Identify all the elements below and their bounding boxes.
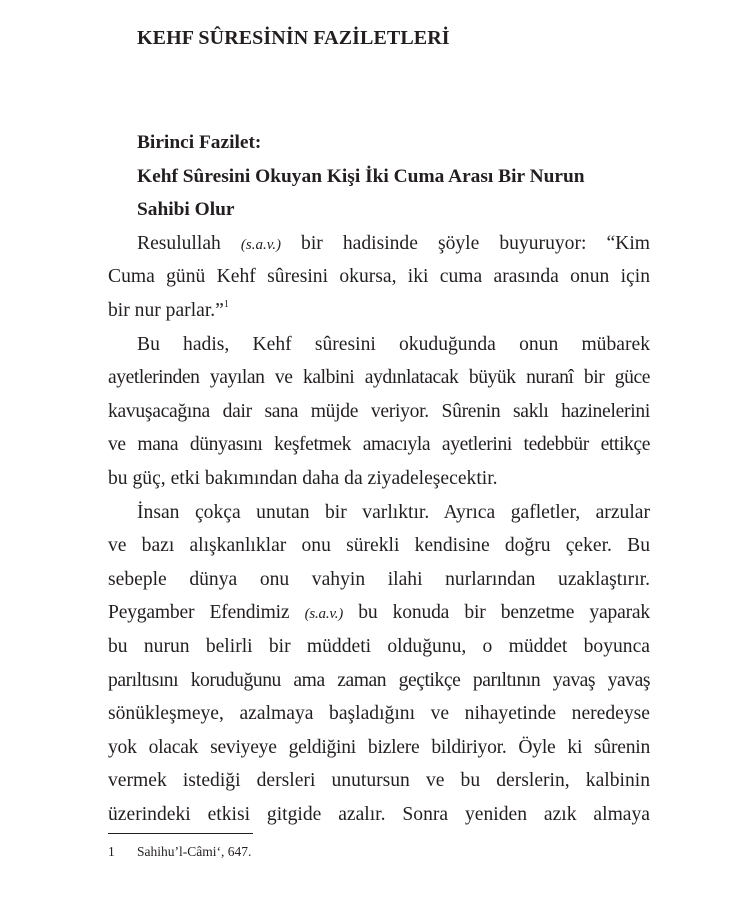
running-title: KEHF SÛRESİNİN FAZİLETLERİ	[137, 27, 450, 49]
paragraph-line: ve mana dünyasını keşfetmek amacıyla ayetlerini tedebbür ettikçe	[108, 434, 650, 456]
footnote-reference[interactable]: 1	[223, 298, 229, 310]
footnote-text: Sahihu’l-Câmi‘, 647.	[137, 844, 252, 859]
body-text	[108, 126, 650, 831]
paragraph-line: sönükleşmeye, azalmaya başladığını ve nihayetinde neredeyse	[108, 703, 650, 725]
text-span: bir hadisinde şöyle buyuruyor: “Kim	[301, 232, 650, 254]
section-heading-line-2: Sahibi Olur	[137, 199, 235, 221]
text-span: bir nur parlar.”	[108, 299, 224, 321]
paragraph-line: Bu hadis, Kehf sûresini okuduğunda onun mübarek	[137, 333, 650, 355]
section-heading-line-1: Kehf Sûresini Okuyan Kişi İki Cuma Arası Bir Nurun	[137, 165, 585, 187]
paragraph-line: üzerindeki etkisi gitgide azalır. Sonra yeniden azık almaya	[108, 803, 650, 825]
paragraph-line: Cuma günü Kehf sûresini okursa, iki cuma arasında onun için	[108, 266, 650, 288]
paragraph-line	[108, 294, 650, 328]
paragraph-2	[108, 328, 650, 496]
paragraph-line	[108, 596, 650, 630]
paragraph-line: yok olacak seviyeye geldiğini bizlere bildiriyor. Öyle ki sûrenin	[108, 736, 650, 758]
paragraph-1	[108, 227, 650, 328]
text-span: Resulullah	[137, 232, 221, 254]
text-span: bu konuda bir benzetme yaparak	[358, 602, 650, 624]
paragraph-line: vermek istediği dersleri unutursun ve bu derslerin, kalbinin	[108, 770, 650, 792]
paragraph-line: bu nurun belirli bir müddeti olduğunu, o müddet boyunca	[108, 635, 650, 657]
footnote	[108, 843, 251, 861]
paragraph-line: bu güç, etki bakımından daha da ziyadeleşecektir.	[108, 467, 498, 489]
footnote-number: 1	[108, 844, 115, 859]
paragraph-line: ve bazı alışkanlıklar onu sürekli kendisine doğru çeker. Bu	[108, 535, 650, 557]
paragraph-line: ayetlerinden yayılan ve kalbini aydınlatacak büyük nuranî bir güce	[108, 367, 650, 389]
paragraph-line: sebeple dünya onu vahyin ilahi nurlarından uzaklaştırır.	[108, 568, 650, 590]
paragraph-3	[108, 496, 650, 832]
honorific-abbreviation: (s.a.v.)	[240, 236, 281, 253]
paragraph-line	[108, 227, 650, 261]
section-label: Birinci Fazilet:	[137, 132, 262, 153]
text-span: Peygamber Efendimiz	[108, 602, 290, 624]
footnote-divider	[108, 833, 253, 834]
paragraph-line: İnsan çokça unutan bir varlıktır. Ayrıca gafletler, arzular	[137, 501, 650, 523]
honorific-abbreviation: (s.a.v.)	[304, 606, 344, 623]
paragraph-line: kavuşacağına dair sana müjde veriyor. Sûrenin saklı hazinelerini	[108, 400, 650, 422]
paragraph-line: parıltısını koruduğunu ama zaman geçtikçe parıltının yavaş yavaş	[108, 669, 650, 691]
